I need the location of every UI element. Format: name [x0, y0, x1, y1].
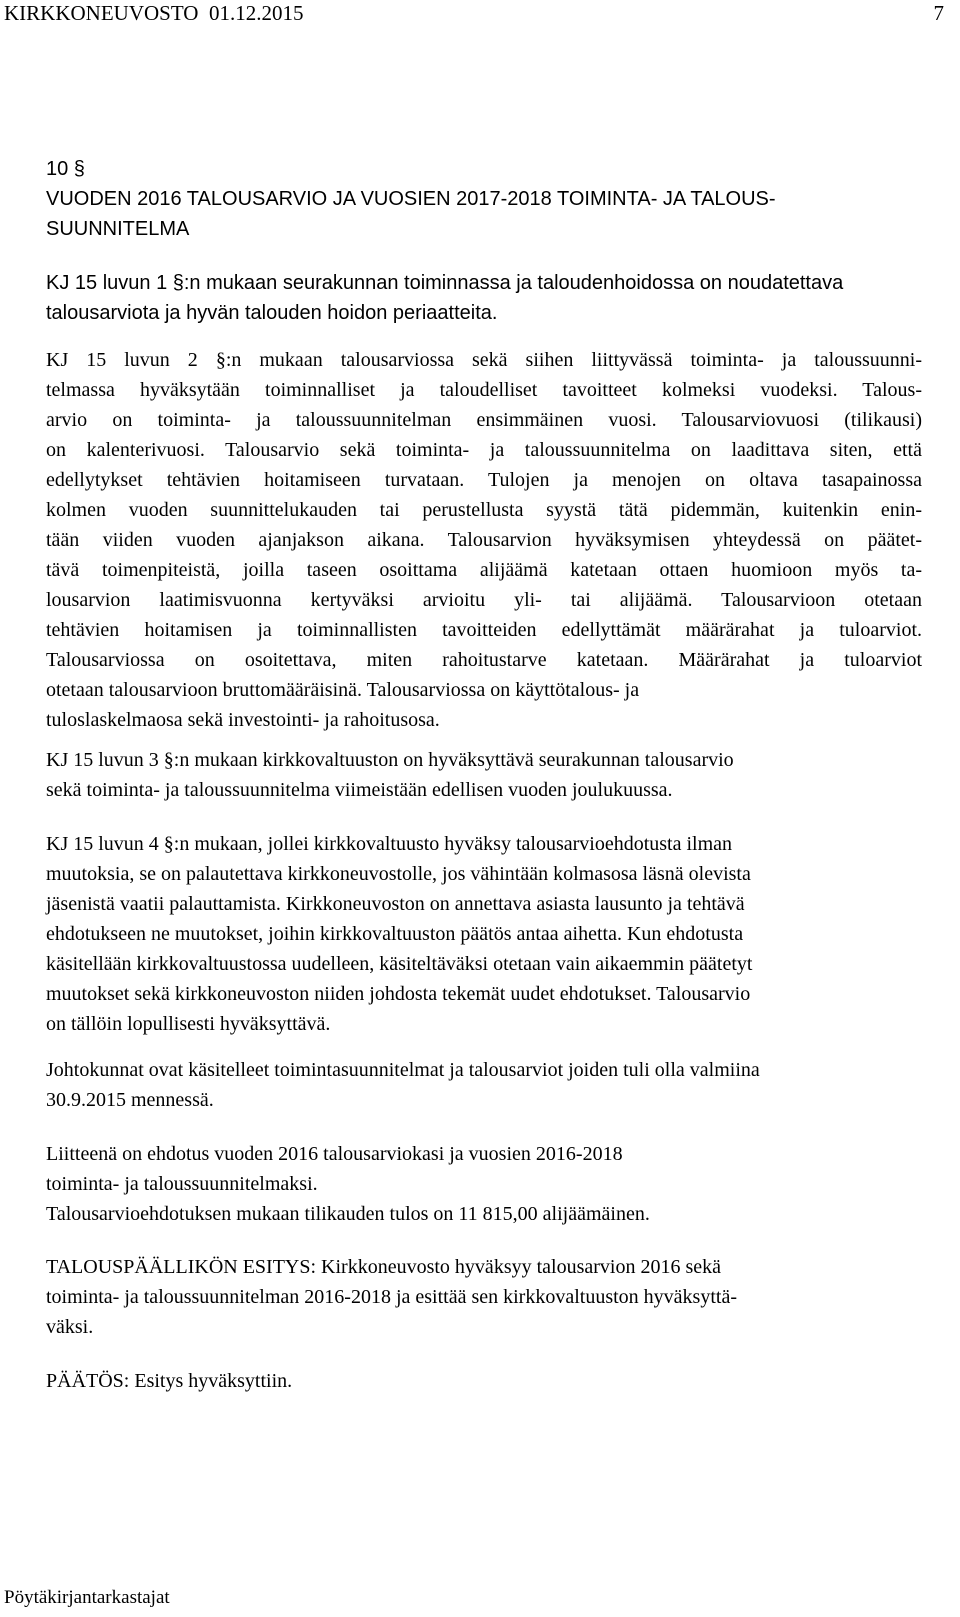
paragraph-board-budgets	[46, 1055, 926, 1115]
paragraph-line: otetaan talousarvioon bruttomääräisinä. Talousarviossa on käyttötalous- ja	[46, 679, 640, 701]
paragraph-line: kolmen vuoden suunnittelukauden tai perustellusta syystä tätä pidemmän, kuitenkin enin-	[46, 499, 922, 521]
paragraph-line: muutoksia, se on palautettava kirkkoneuvostolle, jos vähintään kolmasosa läsnä olevista	[46, 863, 751, 885]
paragraph-line: Liitteenä on ehdotus vuoden 2016 talousarviokasi ja vuosien 2016-2018	[46, 1143, 623, 1165]
paragraph-line: telmassa hyväksytään toiminnalliset ja taloudelliset tavoitteet kolmeksi vuodeksi. Talous-	[46, 379, 922, 401]
paragraph-line: Talousarvioehdotuksen mukaan tilikauden tulos on 11 815,00 alijäämäinen.	[46, 1203, 650, 1225]
paragraph-line: KJ 15 luvun 4 §:n mukaan, jollei kirkkovaltuusto hyväksy talousarvioehdotusta ilman	[46, 833, 733, 855]
paragraph-line: toiminta- ja taloussuunnitelman 2016-2018 ja esittää sen kirkkovaltuuston hyväksyttä-	[46, 1286, 737, 1308]
paragraph-proposal	[46, 1252, 926, 1342]
paragraph-line: KJ 15 luvun 2 §:n mukaan talousarviossa sekä siihen liittyvässä toiminta- ja taloussuunni-	[46, 349, 922, 371]
paragraph-line: tehtävien hoitamisen ja toiminnallisten tavoitteiden edellyttämät määrärahat ja tuloarviot.	[46, 619, 922, 641]
paragraph-line: tävä toimenpiteistä, joilla taseen osoittama alijäämä katetaan ottaen huomioon myös ta-	[46, 559, 922, 581]
paragraph-line: ehdotukseen ne muutokset, joihin kirkkovaltuuston päätös antaa aihetta. Kun ehdotusta	[46, 923, 744, 945]
paragraph-decision	[46, 1366, 926, 1396]
paragraph-attachment	[46, 1139, 926, 1229]
paragraph-line: sekä toiminta- ja taloussuunnitelma viimeistään edellisen vuoden joulukuussa.	[46, 779, 673, 801]
paragraph-kj-15-4	[46, 829, 926, 1039]
paragraph-line: väksi.	[46, 1316, 94, 1338]
paragraph-line: arvio on toiminta- ja taloussuunnitelman ensimmäinen vuosi. Talousarviovuosi (tilikausi)	[46, 409, 922, 431]
paragraph-line: lousarvion laatimisvuonna kertyväksi arvioitu yli- tai alijäämä. Talousarvioon otetaan	[46, 589, 922, 611]
page-number: 7	[933, 1, 944, 25]
paragraph-kj-15-3	[46, 745, 926, 805]
paragraph-line: talousarviota ja hyvän talouden hoidon periaatteita.	[46, 302, 498, 324]
header-meeting-date: KIRKKONEUVOSTO 01.12.2015	[4, 1, 304, 25]
paragraph-line: KJ 15 luvun 3 §:n mukaan kirkkovaltuuston on hyväksyttävä seurakunnan talousarvio	[46, 749, 734, 771]
paragraph-line: TALOUSPÄÄLLIKÖN ESITYS: Kirkkoneuvosto hyväksyy talousarvion 2016 sekä	[46, 1256, 721, 1278]
footer-minutes-reviewers: Pöytäkirjantarkastajat	[4, 1587, 170, 1608]
item-number: 10 §	[46, 158, 85, 180]
paragraph-kj-15-2	[46, 345, 922, 735]
item-heading	[46, 154, 926, 244]
paragraph-line: jäsenistä vaatii palauttamista. Kirkkoneuvoston on annettava asiasta lausunto ja tehtävä	[46, 893, 745, 915]
paragraph-line: 30.9.2015 mennessä.	[46, 1089, 214, 1111]
paragraph-line: edellytykset tehtävien hoitamiseen turvataan. Tulojen ja menojen on oltava tasapainossa	[46, 469, 922, 491]
item-title-line: VUODEN 2016 TALOUSARVIO JA VUOSIEN 2017-2018 TOIMINTA- JA TALOUS-	[46, 188, 776, 210]
paragraph-line: on kalenterivuosi. Talousarvio sekä toiminta- ja taloussuunnitelma on laadittava siten, että	[46, 439, 922, 461]
paragraph-line: tään viiden vuoden ajanjakson aikana. Talousarvion hyväksymisen yhteydessä on päätet-	[46, 529, 922, 551]
page-header	[0, 0, 960, 30]
paragraph-line: Talousarviossa on osoitettava, miten rahoitustarve katetaan. Määrärahat ja tuloarviot	[46, 649, 922, 671]
paragraph-line: Johtokunnat ovat käsitelleet toimintasuunnitelmat ja talousarviot joiden tuli olla valmiina	[46, 1059, 760, 1081]
paragraph-kj-15-1	[46, 268, 926, 328]
decision-line: PÄÄTÖS: Esitys hyväksyttiin.	[46, 1370, 293, 1392]
paragraph-line: on tällöin lopullisesti hyväksyttävä.	[46, 1013, 331, 1035]
item-title-line: SUUNNITELMA	[46, 218, 190, 240]
paragraph-line: tuloslaskelmaosa sekä investointi- ja rahoitusosa.	[46, 709, 440, 731]
paragraph-line: toiminta- ja taloussuunnitelmaksi.	[46, 1173, 318, 1195]
paragraph-line: KJ 15 luvun 1 §:n mukaan seurakunnan toiminnassa ja taloudenhoidossa on noudatettava	[46, 272, 844, 294]
paragraph-line: käsitellään kirkkovaltuustossa uudelleen, käsiteltäväksi otetaan vain aikaemmin päätetyt	[46, 953, 753, 975]
paragraph-line: muutokset sekä kirkkoneuvoston niiden johdosta tekemät uudet ehdotukset. Talousarvio	[46, 983, 751, 1005]
